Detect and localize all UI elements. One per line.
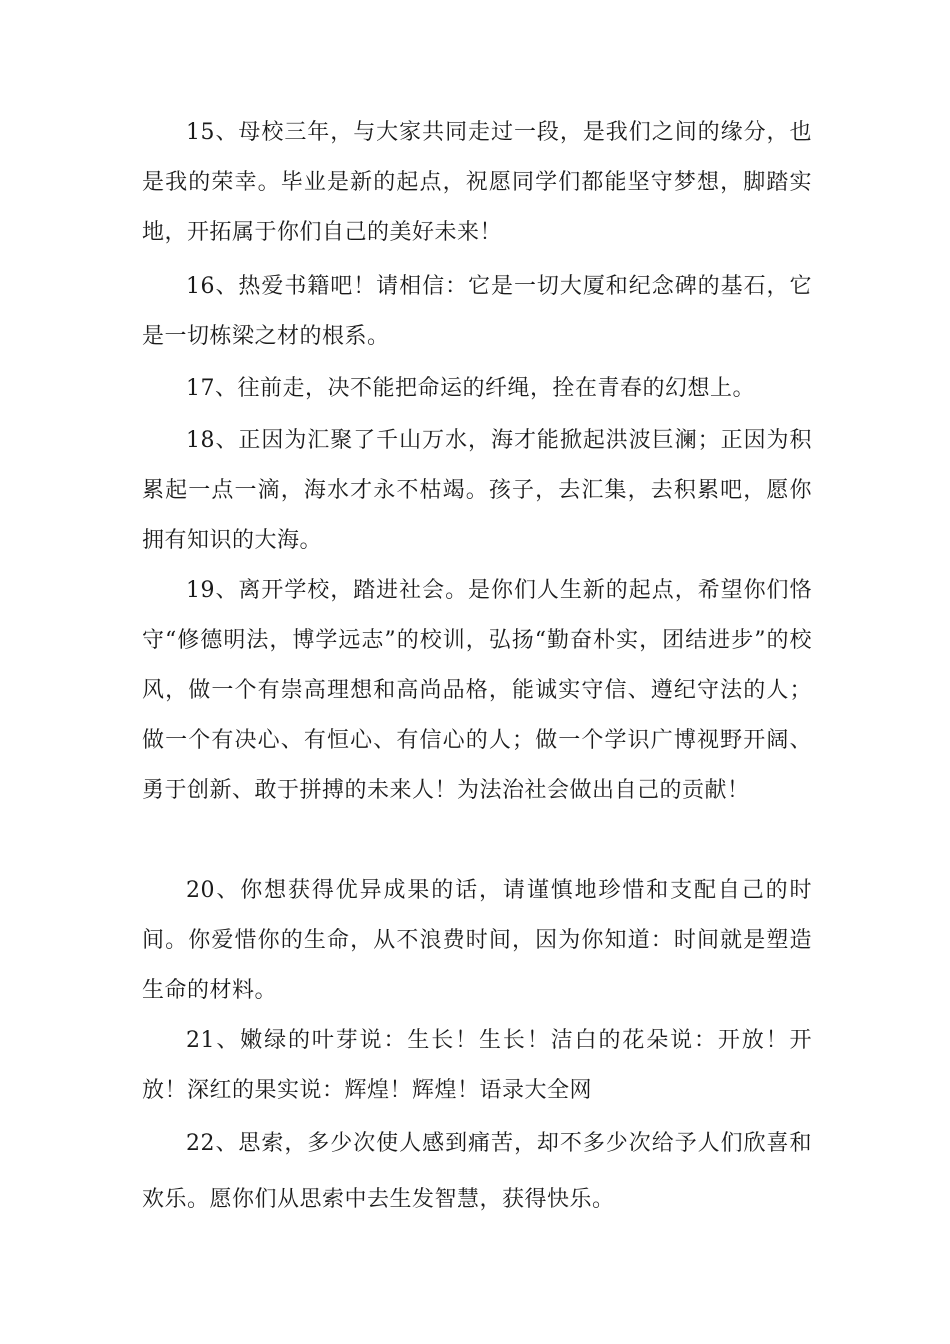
paragraph-18: 18、正因为汇聚了千山万水，海才能掀起洪波巨澜；正因为积累起一点一滴，海水才永不枯竭。孩子，去汇集，去积累吧，愿你拥有知识的大海。 bbox=[142, 428, 812, 553]
paragraph-22: 22、思索，多少次使人感到痛苦，却不多少次给予人们欣喜和欢乐。愿你们从思索中去生发智慧，获得快乐。 bbox=[142, 1131, 812, 1212]
paragraph-21: 21、嫩绿的叶芽说：生长！生长！洁白的花朵说：开放！开放！深红的果实说：辉煌！辉煌！语录大全网 bbox=[142, 1028, 812, 1103]
paragraph-15: 15、母校三年，与大家共同走过一段，是我们之间的缘分，也是我的荣幸。毕业是新的起点，祝愿同学们都能坚守梦想，脚踏实地，开拓属于你们自己的美好未来！ bbox=[142, 120, 812, 245]
paragraph-20: 20、你想获得优异成果的话，请谨慎地珍惜和支配自己的时间。你爱惜你的生命，从不浪费时间，因为你知道：时间就是塑造生命的材料。 bbox=[142, 878, 812, 1003]
paragraph-17: 17、往前走，决不能把命运的纤绳，拴在青春的幻想上。 bbox=[186, 376, 755, 401]
paragraph-16: 16、热爱书籍吧！请相信：它是一切大厦和纪念碑的基石，它是一切栋梁之材的根系。 bbox=[142, 274, 812, 349]
paragraph-19: 19、离开学校，踏进社会。是你们人生新的起点，希望你们恪守“修德明法，博学远志”的校训，弘扬“勤奋朴实，团结进步”的校风，做一个有崇高理想和高尚品格，能诚实守信、遵纪守法的人；做一个有决心、有恒心、有信心的人；做一个学识广博视野开阔、勇于创新、敢于拼搏的未来人！为法治社会做出自己的贡献！ bbox=[142, 578, 812, 803]
